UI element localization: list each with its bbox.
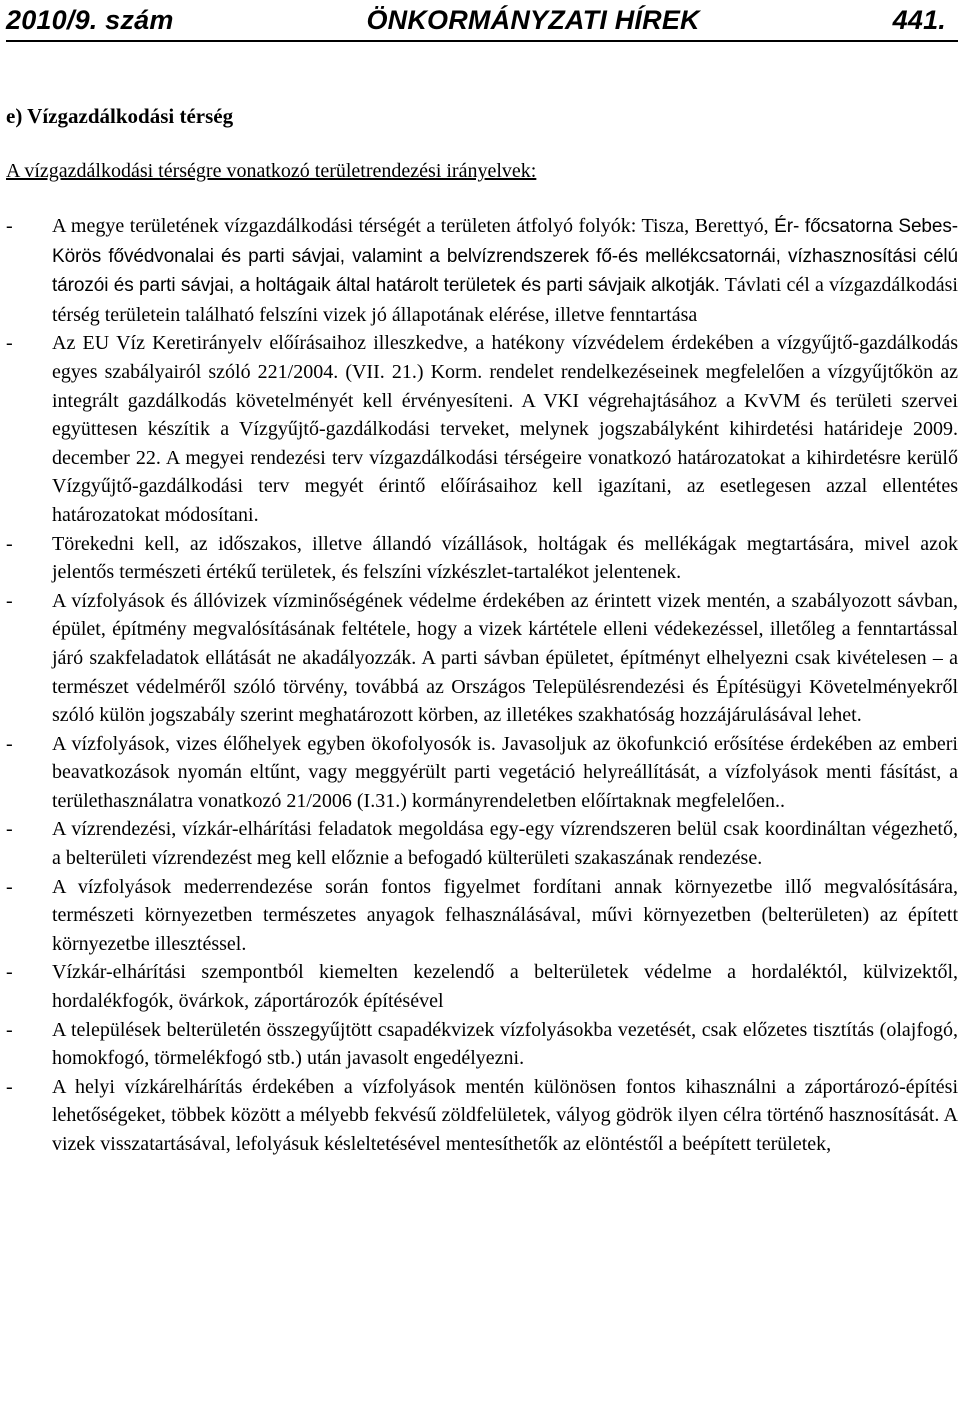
list-item-text-cont: Távlati cél a vízgazdálkodási térség területein található felszíni vizek jó állapotának elérése, illetve fenntartása xyxy=(52,274,958,326)
list-item xyxy=(6,329,958,529)
list-item xyxy=(6,815,958,872)
list-item xyxy=(6,530,958,587)
directive-list xyxy=(6,212,958,1159)
list-item xyxy=(6,730,958,816)
section-title: e) Vízgazdálkodási térség xyxy=(6,104,234,128)
list-item-text: A helyi vízkárelhárítás érdekében a vízfolyások mentén különösen fontos kihasználni a záportározó-építési lehetőségeket, többek között a mélyebb fekvésű zöldfelületek, vályog gödrök ilyen célra történő hasznosítását. A vizek visszatartásával, lefolyásuk késleltetésével mentesíthetők az elöntéstől a beépített területek, xyxy=(52,1075,958,1155)
list-item-text: A vízrendezési, vízkár-elhárítási feladatok megoldása egy-egy vízrendszeren belül csak koordináltan végezhető, a belterületi vízrendezést meg kell előznie a befogadó külterületi szakaszának rendezése. xyxy=(52,818,958,870)
list-item xyxy=(6,212,958,329)
list-item-text: A megye területének vízgazdálkodási térségét a területen átfolyó folyók: Tisza, Berettyó, xyxy=(52,215,775,237)
list-item-text: Az EU Víz Keretirányelv előírásaihoz illeszkedve, a hatékony vízvédelem érdekében a vízgyűjtő-gazdálkodás egyes szabályairól szóló 221/2004. (VII. 21.) Korm. rendelet rendelkezéseinek megfelelően a vízgyűjtőkön az integrált gazdálkodás követelményét kell érvényesíteni. A VKI végrehajtásához a KvVM és területi szervei együttesen készítik a Vízgyűjtő-gazdálkodási terveket, melynek jogszabályként kihirdetési határideje 2009. december 22. A megyei rendezési terv vízgazdálkodási térségeire vonatkozó határozatokat a kihirdetésre kerülő Vízgyűjtő-gazdálkodási terv megyét érintő előírásaihoz kell igazítani, az esetlegesen azzal ellentétes határozatokat módosítani. xyxy=(52,332,958,526)
running-header xyxy=(6,0,958,40)
list-item-text-sans: Ér- főcsatorna Sebes-Körös fővédvonalai és parti sávjai, valamint a belvízrendszerek fő-és mellékcsatornái, vízhasznosítási célú tározói és parti sávjai, a holtágaik által határolt területek és parti sávjaik alkotják. xyxy=(52,216,958,297)
list-item xyxy=(6,1073,958,1159)
list-item-text: Vízkár-elhárítási szempontból kiemelten kezelendő a belterületek védelme a hordaléktól, külvizektől, hordalékfogók, övárkok, záportározók építésével xyxy=(52,961,958,1013)
document-page xyxy=(6,0,958,1159)
header-divider xyxy=(6,40,958,42)
list-item-text: A vízfolyások és állóvizek vízminőségének védelme érdekében az érintett vizek mentén, a szabályozott sávban, épület, építmény megvalósításának feltétele, hogy a vizek kártétele elleni védekezéssel, illetőleg a fenntartással járó szakfeladatok ellátását ne akadályozzák. A parti sávban épületet, építményt elhelyezni csak kivételesen – a természet védelméről szóló törvény, továbbá az Országos Településrendezési és Építésügyi Követelményekről szóló külön jogszabály szerint meghatározott körben, az illetékes szakhatóság hozzájárulásával lehet. xyxy=(52,589,958,727)
section-subtitle: A vízgazdálkodási térségre vonatkozó területrendezési irányelvek: xyxy=(6,160,537,182)
list-item-text: A vízfolyások, vizes élőhelyek egyben ökofolyosók is. Javasoljuk az ökofunkció erősítése érdekében az emberi beavatkozások nyomán eltűnt, vagy meggyérült parti vegetáció helyreállítását, a vízfolyások menti fásítást, a területhasználatra vonatkozó 21/2006 (I.31.) kormányrendeletben előírtaknak megfelelően.. xyxy=(52,732,958,812)
publication-title: ÖNKORMÁNYZATI HÍREK xyxy=(366,5,700,35)
list-item-text: A vízfolyások mederrendezése során fontos figyelmet fordítani annak környezetbe illő megvalósítására, természeti környezetben természetes anyagok felhasználásával, művi környezetben (belterületen) az épített környezetbe illesztéssel. xyxy=(52,875,958,955)
list-item xyxy=(6,873,958,959)
list-item-text: Törekedni kell, az időszakos, illetve állandó vízállások, holtágak és mellékágak megtartására, mivel azok jelentős természeti értékű területek, és felszíni vízkészlet-tartalékot jelentenek. xyxy=(52,532,958,584)
list-item-text: A települések belterületén összegyűjtött csapadékvizek vízfolyásokba vezetését, csak előzetes tisztítás (olajfogó, homokfogó, törmelékfogó stb.) után javasolt engedélyezni. xyxy=(52,1018,958,1070)
page-number: 441. xyxy=(892,5,946,35)
list-item xyxy=(6,1016,958,1073)
issue-number: 2010/9. szám xyxy=(6,5,174,35)
list-item xyxy=(6,587,958,730)
list-item xyxy=(6,958,958,1015)
